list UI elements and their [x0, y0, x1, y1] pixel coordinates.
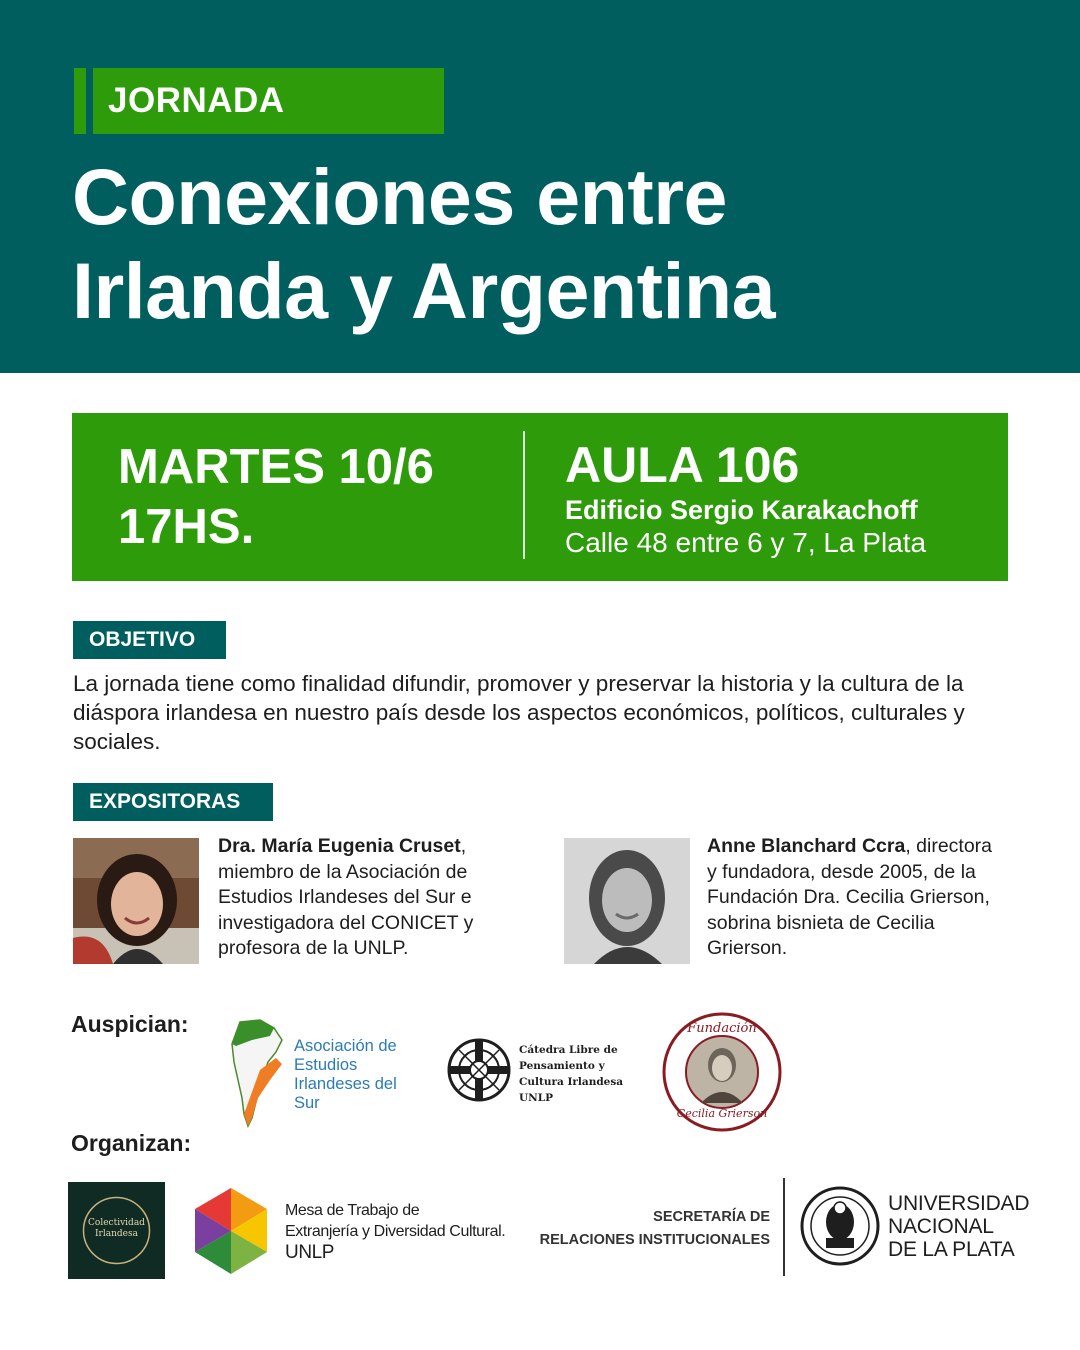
fundacion-label: Fundación — [687, 1021, 757, 1036]
colectividad-line-2: Irlandesa — [95, 1229, 138, 1239]
mesa-line-2: Extranjería y Diversidad Cultural. — [285, 1223, 506, 1240]
speaker-2-description: , directora y fundadora, desde 2005, de la Fundación Dra. Cecilia Grierson, sobrina bisnieta de Cecilia Grierson. — [707, 835, 993, 959]
secretaria-line-1: SECRETARÍA DE — [653, 1209, 770, 1225]
hexagon-color-icon — [193, 1188, 269, 1274]
speaker-1-photo — [73, 838, 199, 964]
unlp-seal-icon — [800, 1172, 880, 1280]
aeis-line-4: Sur — [294, 1094, 320, 1112]
kicker-accent-bar — [74, 68, 86, 134]
objective-label: OBJETIVO — [73, 621, 226, 659]
secretaria-line-2: RELACIONES INSTITUCIONALES — [539, 1232, 770, 1248]
colectividad-irlandesa-logo — [68, 1182, 165, 1279]
unlp-line-2: NACIONAL — [888, 1215, 994, 1238]
speaker-2-bio — [707, 834, 1007, 962]
mesa-trabajo-logo — [193, 1188, 506, 1278]
mesa-name — [285, 1200, 507, 1263]
colectividad-line-1: Colectividad — [88, 1218, 145, 1228]
speaker-1-description: , miembro de la Asociación de Estudios Irlandeses del Sur e investigadora del CONICET y profesora de la UNLP. — [218, 835, 474, 959]
celtic-knot-icon — [447, 1038, 511, 1102]
fundacion-name: Cecilia Grierson — [676, 1107, 768, 1120]
aeis-line-1: Asociación de — [294, 1037, 397, 1055]
catedra-name — [519, 1042, 637, 1106]
south-america-map-icon — [230, 1018, 300, 1128]
title-line-1: Conexiones entre — [72, 152, 727, 241]
mesa-line-1: Mesa de Trabajo de — [285, 1202, 420, 1219]
catedra-logo — [447, 1038, 637, 1110]
event-info-band — [72, 413, 1008, 581]
organizers-divider — [783, 1178, 785, 1276]
organizers-heading: Organizan: — [71, 1130, 192, 1156]
event-room: AULA 106 — [565, 437, 800, 493]
aeis-logo — [230, 1018, 420, 1128]
speaker-1-name: Dra. María Eugenia Cruset — [218, 835, 461, 857]
aeis-line-2: Estudios — [294, 1056, 358, 1074]
aeis-line-3: Irlandeses del — [294, 1075, 397, 1093]
speaker-2-photo — [564, 838, 690, 964]
page-title — [72, 150, 1032, 338]
mesa-unlp: UNLP — [285, 1242, 335, 1263]
kicker-label: JORNADA — [93, 68, 444, 134]
catedra-line-1: Cátedra Libre de — [519, 1044, 618, 1056]
info-divider — [523, 431, 525, 559]
fundacion-grierson-seal — [661, 1011, 783, 1133]
speaker-1-bio — [218, 834, 538, 962]
catedra-line-3: Cultura Irlandesa — [519, 1076, 624, 1088]
title-line-2: Irlanda y Argentina — [72, 246, 776, 335]
header-banner — [0, 0, 1080, 373]
colectividad-name — [68, 1218, 165, 1240]
event-address: Calle 48 entre 6 y 7, La Plata — [565, 527, 927, 558]
catedra-line-2: Pensamiento y — [519, 1060, 605, 1072]
unlp-line-1: UNIVERSIDAD — [888, 1192, 1030, 1215]
catedra-line-4: UNLP — [519, 1092, 554, 1104]
objective-text: La jornada tiene como finalidad difundir, promover y preservar la historia y la cultura de la diáspora irlandesa en nuestro país desde los aspectos económicos, políticos, culturales y sociales. — [73, 671, 965, 754]
event-time: 17HS. — [118, 500, 255, 554]
sponsors-heading: Auspician: — [71, 1011, 189, 1037]
event-date: MARTES 10/6 — [118, 440, 434, 494]
aeis-name — [294, 1037, 424, 1113]
event-building: Edificio Sergio Karakachoff — [565, 495, 918, 525]
speaker-2-name: Anne Blanchard Ccra — [707, 835, 906, 857]
speakers-label: EXPOSITORAS — [73, 783, 273, 821]
event-datetime — [118, 437, 434, 557]
unlp-line-3: DE LA PLATA — [888, 1238, 1015, 1261]
unlp-name — [888, 1192, 1028, 1261]
secretaria-label — [520, 1206, 770, 1252]
